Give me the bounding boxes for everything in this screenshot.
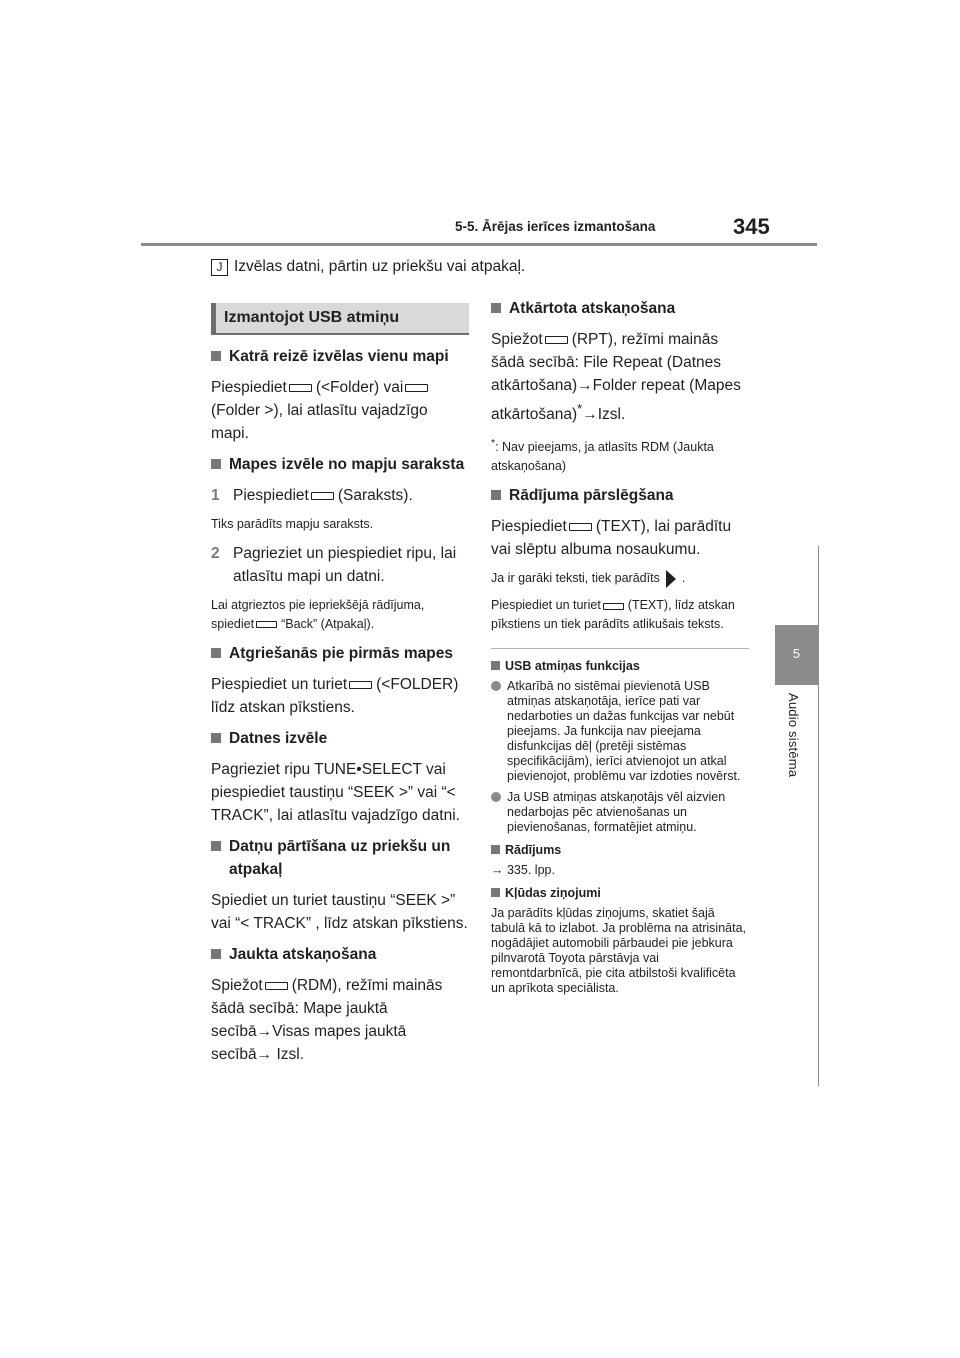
right-column	[491, 297, 749, 1002]
paragraph: Spiežot (RDM), režīmi mainās šādā secībā: Mape jauktā secībā→Visas mapes jauktā secībā→ Izsl.	[211, 977, 443, 1063]
button-icon	[569, 523, 592, 531]
step: 1 Piespiediet (Saraksts).	[211, 487, 413, 504]
square-bullet-icon	[211, 841, 221, 851]
subheading: Atgriešanās pie pirmās mapes	[211, 642, 469, 665]
section-header: 5-5. Ārējas ierīces izmantošana	[455, 219, 656, 234]
square-bullet-icon	[211, 733, 221, 743]
subheading: Katrā reizē izvēlas vienu mapi	[211, 345, 469, 368]
chapter-tab: 5	[775, 625, 818, 685]
subheading: Datnes izvēle	[211, 727, 469, 750]
bullet-item: Atkarībā no sistēmai pievienotā USB atmiņas atskaņotāja, ierīce pati var nedarboties un dažas funkcijas var nebūt pieejams. Ja funkcija nav pieejama disfunkcijas dēļ (pretēji sistēmas specifikācijām), ierīci atvienojot un atkal pievienojot, problēmu var izdoties novērst.	[491, 679, 749, 784]
note: Ja ir garāki teksti, tiek parādīts .	[491, 569, 749, 588]
callout-marker: J	[211, 259, 228, 276]
left-column	[211, 303, 469, 1074]
button-icon	[545, 336, 568, 344]
paragraph: Piespiediet (<Folder) vai (Folder >), lai atlasītu vajadzīgo mapi.	[211, 379, 428, 442]
info-heading: Rādījums	[491, 841, 749, 859]
bullet-item: Ja USB atmiņas atskaņotājs vēl aizvien nedarbojas pēc atvienošanas un pievienošanas, formatējiet atmiņu.	[491, 790, 749, 835]
square-bullet-icon	[211, 459, 221, 469]
side-divider	[818, 546, 819, 1086]
chapter-label: Audio sistēma	[786, 693, 801, 778]
round-bullet-icon	[491, 792, 501, 802]
button-icon	[603, 603, 624, 610]
arrow-icon: →	[582, 406, 598, 424]
paragraph: Spiežot (RPT), režīmi mainās šādā secībā: File Repeat (Datnes atkārtošana)→Folder repeat (Mapes atkārtošana)*→Izsl.	[491, 331, 741, 424]
note: Lai atgrieztos pie iepriekšējā rādījuma, spiediet “Back” (Atpakaļ).	[211, 598, 425, 631]
scroll-arrow-icon	[666, 570, 676, 588]
square-bullet-icon	[491, 303, 501, 313]
arrow-icon: →	[256, 1046, 277, 1063]
paragraph: Piespiediet (TEXT), lai parādītu vai slēptu albuma nosaukumu.	[491, 518, 732, 559]
button-icon	[289, 384, 312, 392]
square-bullet-icon	[211, 351, 221, 361]
page-number: 345	[733, 214, 770, 239]
arrow-icon: →	[256, 1023, 273, 1040]
footnote: *: Nav pieejams, ja atlasīts RDM (Jaukta atskaņošana)	[491, 438, 714, 474]
button-icon	[311, 492, 334, 500]
info-heading: Kļūdas ziņojumi	[491, 884, 749, 902]
round-bullet-icon	[491, 681, 501, 691]
paragraph: Spiediet un turiet taustiņu “SEEK >” vai “< TRACK” , līdz atskan pīkstiens.	[211, 892, 468, 932]
square-bullet-icon	[211, 949, 221, 959]
paragraph: Ja parādīts kļūdas ziņojums, skatiet šajā tabulā kā to izlabot. Ja problēma na atrisināta, nogādājiet automobili pārbaudei pie jebkura pilnvarotā Toyota pārstāvja vai remontdarbnīcā, pie cita atbilstoši kvalificēta un aprīkota speciālista.	[491, 906, 747, 996]
step: 2 Pagrieziet un piespiediet ripu, lai atlasītu mapi un datni.	[211, 545, 457, 585]
info-divider	[491, 648, 749, 649]
subheading: Mapes izvēle no mapju saraksta	[211, 453, 469, 476]
square-bullet-icon	[211, 648, 221, 658]
button-icon	[349, 681, 372, 689]
button-icon	[405, 384, 428, 392]
square-bullet-icon	[491, 888, 500, 897]
note: Tiks parādīts mapju saraksts.	[211, 517, 374, 531]
arrow-icon: →	[577, 377, 593, 394]
info-heading: USB atmiņas funkcijas	[491, 657, 749, 675]
arrow-icon: →	[491, 863, 507, 878]
subheading: Datņu pārtīšana uz priekšu un atpakaļ	[211, 835, 469, 881]
paragraph: Piespiediet un turiet (<FOLDER) līdz atskan pīkstiens.	[211, 676, 459, 716]
header-rule	[141, 243, 817, 246]
square-bullet-icon	[491, 845, 500, 854]
note: Piespiediet un turiet (TEXT), līdz atskan pīkstiens un tiek parādīts atlikušais teksts.	[491, 598, 735, 632]
subheading: Atkārtota atskaņošana	[491, 297, 749, 320]
section-title: Izmantojot USB atmiņu	[211, 303, 469, 335]
button-icon	[256, 621, 277, 628]
intro-text: Izvēlas datni, pārtin uz priekšu vai atpakaļ.	[234, 258, 526, 275]
square-bullet-icon	[491, 490, 501, 500]
button-icon	[265, 982, 288, 990]
page-reference: → 335. lpp.	[491, 863, 555, 878]
subheading: Rādījuma pārslēgšana	[491, 484, 749, 507]
square-bullet-icon	[491, 661, 500, 670]
paragraph: Pagrieziet ripu TUNE•SELECT vai piespiediet taustiņu “SEEK >” vai “< TRACK”, lai atlasītu vajadzīgo datni.	[211, 761, 460, 824]
subheading: Jaukta atskaņošana	[211, 943, 469, 966]
